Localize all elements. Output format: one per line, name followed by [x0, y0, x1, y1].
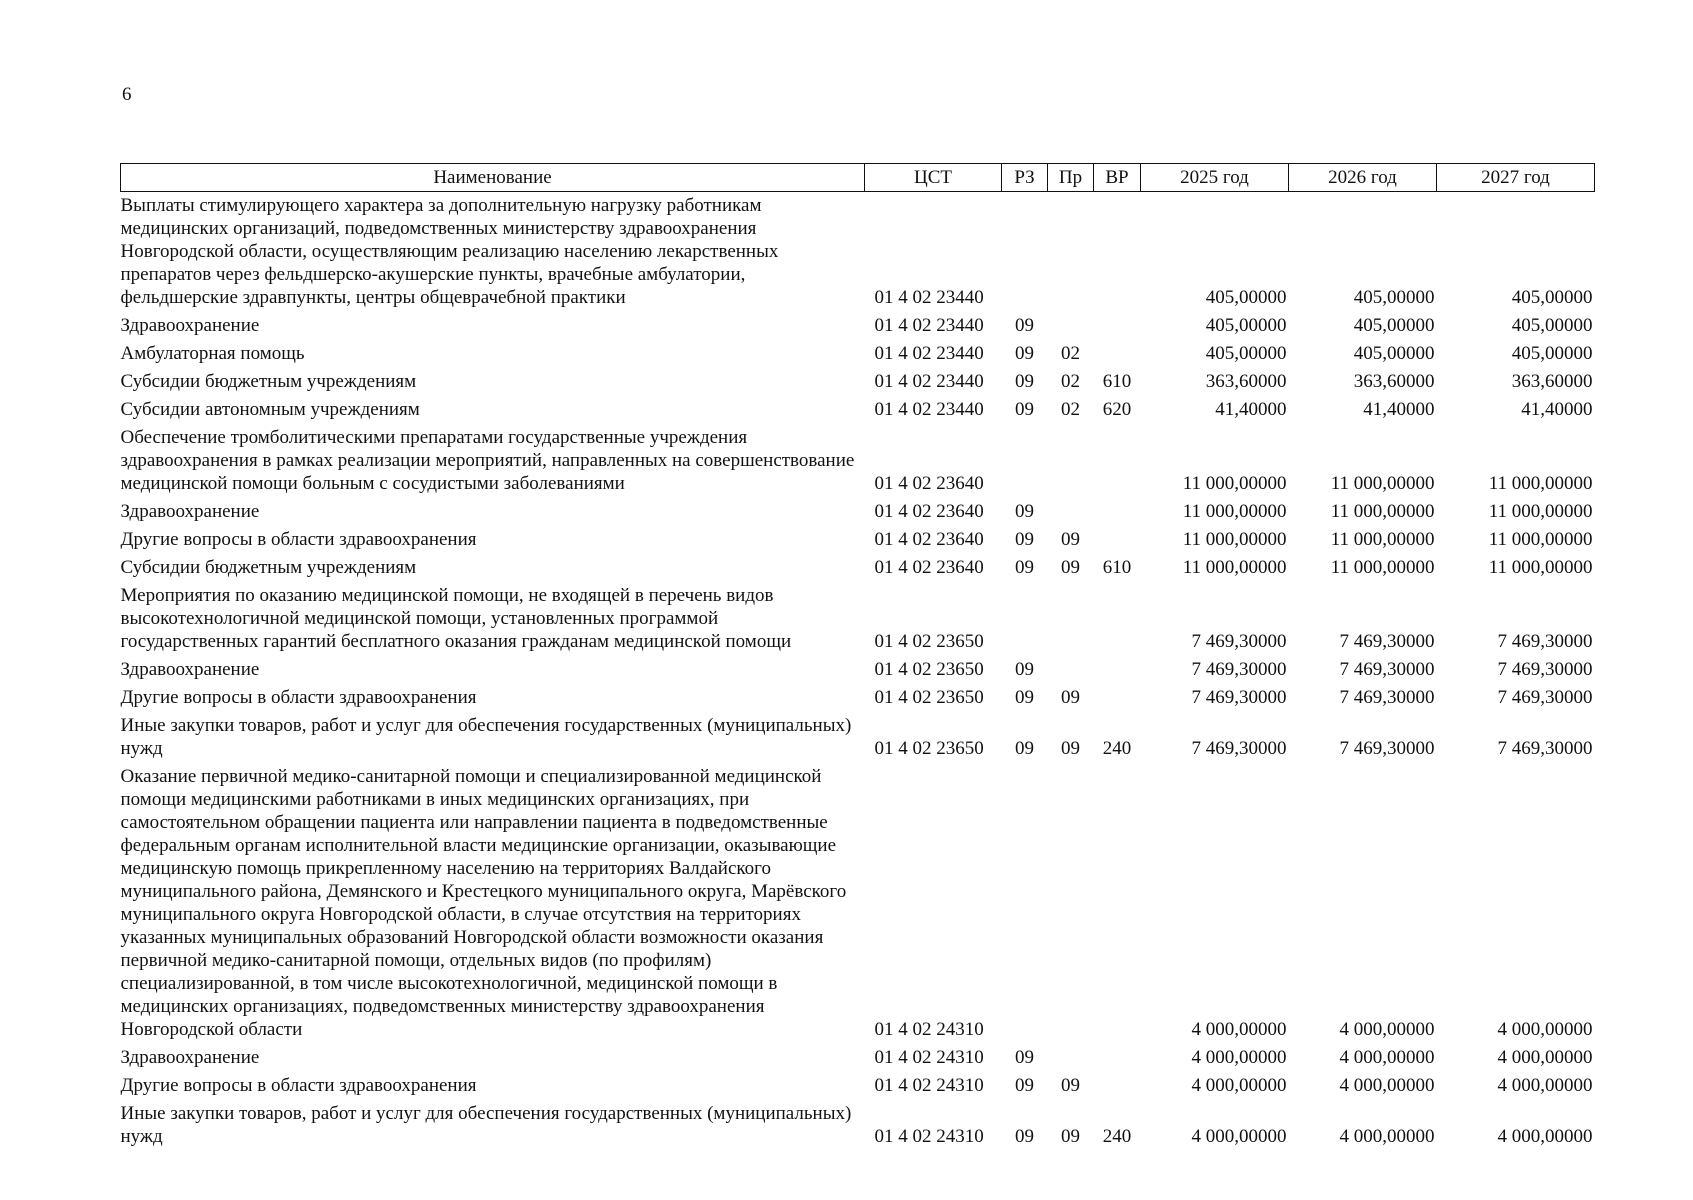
row-pr: 09: [1061, 557, 1080, 578]
row-value-2026: 405,00000: [1353, 343, 1435, 364]
row-vr: [1094, 763, 1141, 1044]
row-value-2026: 363,60000: [1353, 371, 1435, 392]
row-rz: 09: [1015, 659, 1034, 680]
row-value-2025: 4 000,00000: [1191, 1047, 1287, 1068]
row-pr: 09: [1061, 738, 1080, 759]
table-header: [121, 164, 1595, 192]
table-row: [121, 712, 1595, 763]
row-value-2027: 4 000,00000: [1497, 1126, 1593, 1147]
row-value-2027: 7 469,30000: [1497, 631, 1593, 652]
table-row: [121, 582, 1595, 656]
row-value-2026: 4 000,00000: [1339, 1126, 1435, 1147]
row-name: Здравоохранение: [120, 1047, 260, 1068]
row-value-2027: 363,60000: [1511, 371, 1593, 392]
row-value-2025: 11 000,00000: [1182, 557, 1287, 578]
row-rz: 09: [1015, 371, 1034, 392]
row-pr: 02: [1061, 371, 1080, 392]
row-rz: 09: [1015, 738, 1034, 759]
row-rz: 09: [1015, 1075, 1034, 1096]
row-value-2027: 405,00000: [1511, 287, 1593, 308]
row-rz: [1002, 582, 1048, 656]
row-cst: 01 4 02 24310: [874, 1047, 984, 1068]
row-name: Здравоохранение: [120, 501, 260, 522]
table-row: [121, 656, 1595, 684]
row-rz: 09: [1015, 315, 1034, 336]
row-value-2026: 11 000,00000: [1330, 501, 1435, 522]
row-rz: [1002, 424, 1048, 498]
page-number: 6: [122, 84, 132, 105]
row-cst: 01 4 02 23440: [874, 287, 984, 308]
row-value-2027: 4 000,00000: [1497, 1047, 1593, 1068]
row-pr: [1048, 424, 1094, 498]
row-value-2027: 405,00000: [1511, 315, 1593, 336]
row-name: Другие вопросы в области здравоохранения: [120, 687, 477, 708]
row-name: Другие вопросы в области здравоохранения: [120, 529, 477, 550]
row-cst: 01 4 02 23440: [874, 343, 984, 364]
table-body: [121, 192, 1595, 1152]
row-value-2027: 41,40000: [1521, 399, 1593, 420]
row-vr: 610: [1102, 557, 1132, 578]
row-value-2026: 7 469,30000: [1339, 687, 1435, 708]
row-pr: [1048, 656, 1094, 684]
row-cst: 01 4 02 23440: [874, 399, 984, 420]
row-name: Здравоохранение: [120, 659, 260, 680]
row-value-2026: 11 000,00000: [1330, 473, 1435, 494]
row-value-2025: 4 000,00000: [1191, 1126, 1287, 1147]
row-value-2025: 7 469,30000: [1191, 659, 1287, 680]
row-pr: [1048, 498, 1094, 526]
header-2026: 2026 год: [1289, 164, 1437, 192]
row-vr: 620: [1102, 399, 1132, 420]
row-rz: 09: [1015, 687, 1034, 708]
row-value-2026: 11 000,00000: [1330, 529, 1435, 550]
table-row: [121, 1044, 1595, 1072]
row-name: Здравоохранение: [120, 315, 260, 336]
table-row: [121, 340, 1595, 368]
table-row: [121, 554, 1595, 582]
table-row: [121, 498, 1595, 526]
row-cst: 01 4 02 23640: [874, 529, 984, 550]
row-rz: 09: [1015, 343, 1034, 364]
header-pr: Пр: [1048, 164, 1094, 192]
row-vr: [1094, 684, 1141, 712]
table-row: [121, 1100, 1595, 1151]
row-value-2025: 7 469,30000: [1191, 631, 1287, 652]
header-row: [121, 164, 1595, 192]
row-pr: 02: [1061, 343, 1080, 364]
row-pr: 09: [1061, 1126, 1080, 1147]
row-cst: 01 4 02 24310: [874, 1126, 984, 1147]
row-vr: [1094, 656, 1141, 684]
row-value-2026: 4 000,00000: [1339, 1047, 1435, 1068]
row-vr: 240: [1102, 738, 1132, 759]
row-value-2027: 4 000,00000: [1497, 1019, 1593, 1040]
row-value-2025: 11 000,00000: [1182, 529, 1287, 550]
row-value-2027: 7 469,30000: [1497, 687, 1593, 708]
row-pr: 09: [1061, 529, 1080, 550]
row-vr: 240: [1102, 1126, 1132, 1147]
header-2027: 2027 год: [1437, 164, 1595, 192]
row-vr: [1094, 1044, 1141, 1072]
row-rz: 09: [1015, 1047, 1034, 1068]
row-pr: 09: [1061, 1075, 1080, 1096]
row-value-2027: 4 000,00000: [1497, 1075, 1593, 1096]
row-pr: [1048, 312, 1094, 340]
row-vr: [1094, 526, 1141, 554]
row-value-2025: 405,00000: [1205, 287, 1287, 308]
row-value-2026: 41,40000: [1363, 399, 1435, 420]
row-name: Иные закупки товаров, работ и услуг для обеспечения государственных (муниципальных) нужд: [120, 715, 852, 759]
row-name: Амбулаторная помощь: [120, 343, 305, 364]
row-vr: [1094, 312, 1141, 340]
budget-table: [120, 163, 1595, 1151]
row-value-2026: 4 000,00000: [1339, 1019, 1435, 1040]
row-cst: 01 4 02 23650: [874, 659, 984, 680]
row-name: Субсидии бюджетным учреждениям: [120, 371, 417, 392]
row-value-2027: 11 000,00000: [1488, 529, 1593, 550]
row-vr: [1094, 340, 1141, 368]
row-value-2025: 405,00000: [1205, 343, 1287, 364]
row-name: Мероприятия по оказанию медицинской помощи, не входящей в перечень видов высокотехнологичной медицинской помощи, установленных программой государственных гарантий бесплатного оказания гражданам медицинской помощи: [120, 585, 792, 652]
row-vr: [1094, 498, 1141, 526]
row-rz: 09: [1015, 1126, 1034, 1147]
table-row: [121, 312, 1595, 340]
header-name: Наименование: [121, 164, 865, 192]
table-row: [121, 424, 1595, 498]
row-cst: 01 4 02 23440: [874, 315, 984, 336]
row-vr: [1094, 1072, 1141, 1100]
row-cst: 01 4 02 23640: [874, 473, 984, 494]
row-value-2025: 41,40000: [1215, 399, 1287, 420]
row-value-2025: 405,00000: [1205, 315, 1287, 336]
table-row: [121, 1072, 1595, 1100]
row-rz: 09: [1015, 399, 1034, 420]
row-value-2025: 363,60000: [1205, 371, 1287, 392]
row-value-2026: 7 469,30000: [1339, 738, 1435, 759]
row-value-2027: 7 469,30000: [1497, 738, 1593, 759]
row-value-2027: 405,00000: [1511, 343, 1593, 364]
row-name: Обеспечение тромболитическими препаратами государственные учреждения здравоохранения в рамках реализации мероприятий, направленных на совершенствование медицинской помощи больным с сосудистыми заболеваниями: [120, 427, 855, 494]
table-row: [121, 684, 1595, 712]
row-value-2027: 11 000,00000: [1488, 557, 1593, 578]
table-row: [121, 526, 1595, 554]
table-row: [121, 192, 1595, 313]
row-name: Иные закупки товаров, работ и услуг для обеспечения государственных (муниципальных) нужд: [120, 1103, 852, 1147]
row-vr: 610: [1102, 371, 1132, 392]
row-pr: [1048, 1044, 1094, 1072]
row-value-2025: 11 000,00000: [1182, 501, 1287, 522]
row-value-2025: 4 000,00000: [1191, 1075, 1287, 1096]
row-rz: 09: [1015, 529, 1034, 550]
row-pr: 09: [1061, 687, 1080, 708]
row-value-2026: 405,00000: [1353, 287, 1435, 308]
row-value-2025: 7 469,30000: [1191, 738, 1287, 759]
row-value-2025: 7 469,30000: [1191, 687, 1287, 708]
row-cst: 01 4 02 23650: [874, 631, 984, 652]
row-value-2026: 11 000,00000: [1330, 557, 1435, 578]
row-vr: [1094, 582, 1141, 656]
row-cst: 01 4 02 23440: [874, 371, 984, 392]
row-vr: [1094, 192, 1141, 313]
row-pr: [1048, 582, 1094, 656]
header-vr: ВР: [1094, 164, 1141, 192]
row-pr: [1048, 763, 1094, 1044]
row-name: Выплаты стимулирующего характера за дополнительную нагрузку работникам медицинских организаций, подведомственных министерству здравоохранения Новгородской области, осуществляющим реализацию населению лекарственных препаратов через фельдшерско-акушерские пункты, врачебные амбулатории, фельдшерские здравпункты, центры общеврачебной практики: [120, 195, 779, 308]
row-cst: 01 4 02 23650: [874, 687, 984, 708]
row-pr: [1048, 192, 1094, 313]
header-cst: ЦСТ: [865, 164, 1002, 192]
row-value-2025: 4 000,00000: [1191, 1019, 1287, 1040]
row-vr: [1094, 424, 1141, 498]
row-value-2026: 7 469,30000: [1339, 659, 1435, 680]
row-name: Оказание первичной медико-санитарной помощи и специализированной медицинской помощи медицинскими работниками в иных медицинских организациях, при самостоятельном обращении пациента или направлении пациента в подведомственные федеральным органам исполнительной власти медицинские организации, оказывающие медицинскую помощь прикрепленному населению на территориях Валдайского муниципального района, Демянского и Крестецкого муниципального округа, Марёвского муниципального округа Новгородской области, в случае отсутствия на территориях указанных муниципальных образований Новгородской области возможности оказания первичной медико-санитарной помощи, отдельных видов (по профилям) специализированной, в том числе высокотехнологичной, медицинской помощи в медицинских организациях, подведомственных министерству здравоохранения Новгородской области: [120, 766, 847, 1040]
table-row: [121, 396, 1595, 424]
row-name: Другие вопросы в области здравоохранения: [120, 1075, 477, 1096]
row-cst: 01 4 02 24310: [874, 1075, 984, 1096]
row-rz: [1002, 192, 1048, 313]
row-value-2027: 11 000,00000: [1488, 501, 1593, 522]
row-value-2026: 7 469,30000: [1339, 631, 1435, 652]
row-cst: 01 4 02 23640: [874, 557, 984, 578]
row-value-2026: 4 000,00000: [1339, 1075, 1435, 1096]
table-row: [121, 368, 1595, 396]
row-cst: 01 4 02 24310: [874, 1019, 984, 1040]
row-value-2026: 405,00000: [1353, 315, 1435, 336]
row-rz: 09: [1015, 501, 1034, 522]
row-name: Субсидии автономным учреждениям: [120, 399, 420, 420]
row-value-2025: 11 000,00000: [1182, 473, 1287, 494]
header-rz: РЗ: [1002, 164, 1048, 192]
row-pr: 02: [1061, 399, 1080, 420]
header-2025: 2025 год: [1141, 164, 1289, 192]
row-name: Субсидии бюджетным учреждениям: [120, 557, 417, 578]
row-rz: [1002, 763, 1048, 1044]
row-value-2027: 11 000,00000: [1488, 473, 1593, 494]
row-cst: 01 4 02 23650: [874, 738, 984, 759]
row-cst: 01 4 02 23640: [874, 501, 984, 522]
row-value-2027: 7 469,30000: [1497, 659, 1593, 680]
row-rz: 09: [1015, 557, 1034, 578]
table-row: [121, 763, 1595, 1044]
